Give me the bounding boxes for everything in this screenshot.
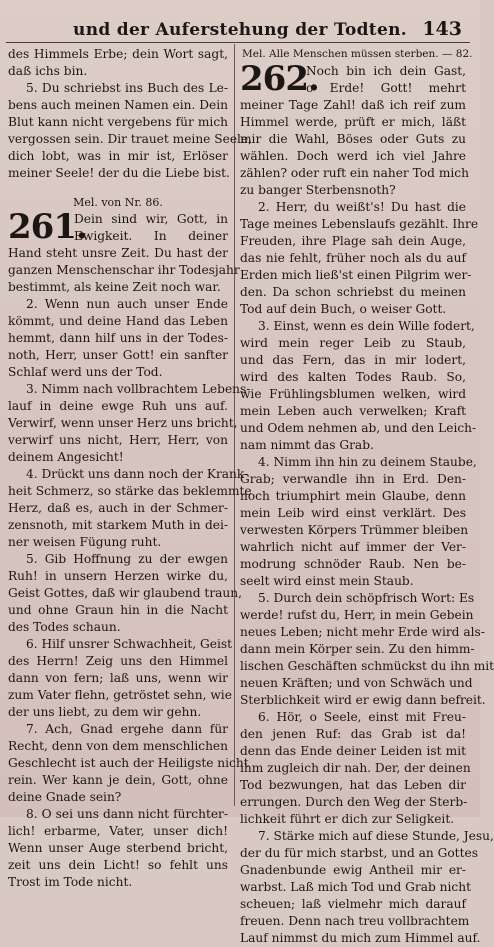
text-line: des Todes schaun. [8, 620, 121, 634]
text-line: verwesten Körpers Trümmer bleiben [240, 523, 469, 537]
text-line: Lauf nimmst du mich zum Himmel auf. [240, 931, 481, 945]
text-line: 4. Drückt uns dann noch der Krank- [26, 467, 249, 481]
text-line: noch triumphirt mein Glaube, denn [240, 489, 466, 503]
text-line: des Herrn! Zeig uns den Himmel [8, 654, 228, 668]
continued-verse [8, 46, 228, 80]
hymn-262-verse-5 [240, 590, 494, 709]
verse-5-hymn-260 [8, 80, 253, 182]
text-line: mein Leib wird einst verklärt. Des [240, 506, 466, 520]
text-line: errungen. Durch den Weg der Sterb- [240, 795, 468, 809]
text-line: dann mein Körper sein. Zu den himm- [240, 642, 475, 656]
text-line: Tod bezwungen, hat das Leben dir [240, 778, 466, 792]
text-line: 6. Hilf unsrer Schwachheit, Geist [26, 637, 233, 651]
text-line: ganzen Menschenschar ihr Todesjahr [8, 263, 240, 277]
text-line: wie Frühlingsblumen welken, wird [240, 387, 466, 401]
hymn-261-heading [8, 207, 228, 247]
text-line: Erden mich ließ'st einen Pilgrim wer- [240, 268, 472, 282]
text-line: noth, Herr, unser Gott! ein sanfter [8, 348, 228, 362]
text-line: Gnadenbunde ewig Antheil mir er- [240, 863, 466, 877]
running-header [0, 14, 480, 42]
right-column [240, 46, 494, 947]
hymn-261-verse-6 [8, 636, 233, 721]
text-line: mein Leben auch verwelken; Kraft [240, 404, 466, 418]
hymn-262-verse-3 [240, 318, 477, 454]
hymn-262-verse-2 [240, 199, 479, 318]
text-line: Wenn unser Auge sterbend bricht, [8, 841, 228, 855]
text-line: Geschlecht ist auch der Heiligste nicht [8, 756, 249, 770]
text-line: zum Vater flehn, getröstet sehn, wie [8, 688, 232, 702]
hymn-261-verse-2 [8, 296, 228, 381]
text-line: verwirf uns nicht, Herr, Herr, von [8, 433, 228, 447]
melody-note-262: Mel. Alle Menschen müssen sterben. — 82. [242, 48, 473, 60]
text-line: meiner Seele! der du die Liebe bist. [8, 166, 230, 180]
text-line: seelt wird einst mein Staub. [240, 574, 414, 588]
text-line: meiner Tage Zahl! daß ich reif zum [240, 98, 466, 112]
text-line: wird des kalten Todes Raub. So, [240, 370, 466, 384]
text-line: den jenen Ruf: das Grab ist da! [240, 727, 466, 741]
text-line: wählen. Doch werd ich viel Jahre [240, 149, 466, 163]
hymn-262-verse-4 [240, 454, 477, 590]
text-line: lichkeit führt er dich zur Seligkeit. [240, 812, 455, 826]
text-line: Geist Gottes, daß wir glaubend traun, [8, 586, 242, 600]
text-line: zählen? oder ruft ein naher Tod mich [240, 166, 469, 180]
text-line: Schlaf werd uns der Tod. [8, 365, 163, 379]
hymn-262-heading [240, 59, 466, 99]
text-line: 2. Wenn nun auch unser Ende [26, 297, 228, 311]
text-line: den. Da schon schriebst du meinen [240, 285, 466, 299]
hymn-262-second-line: o Erde! Gott! mehrt [306, 81, 466, 95]
hymn-261-second-line: Ewigkeit. In deiner [74, 229, 228, 243]
text-line: das nie fehlt, früher noch als du auf [240, 251, 466, 265]
text-line: zensnoth, mit starkem Muth in dei- [8, 518, 228, 532]
text-line: dann von fern; laß uns, wenn wir [8, 671, 228, 685]
text-line: ihm zugleich dir nah. Der, der deinen [240, 761, 471, 775]
page-number: 143 [422, 18, 462, 40]
text-line: zu banger Sterbensnoth? [240, 183, 396, 197]
text-line: 8. O sei uns dann nicht fürchter- [26, 807, 228, 821]
left-column [8, 46, 253, 891]
hymn-261-verse-1 [8, 245, 240, 296]
text-line: modrung schnöder Raub. Nen be- [240, 557, 466, 571]
hymn-262-first-line: Noch bin ich dein Gast, [306, 64, 466, 78]
text-line: mir die Wahl, Böses oder Guts zu [240, 132, 466, 146]
text-line: der uns liebt, zu dem wir gehn. [8, 705, 202, 719]
text-line: 7. Ach, Gnad ergehe dann für [26, 722, 228, 736]
text-line: 3. Nimm nach vollbrachtem Lebens- [26, 382, 251, 396]
text-line: werde! rufst du, Herr, in mein Gebein [240, 608, 474, 622]
hymn-261-verse-3 [8, 381, 251, 466]
text-line: 2. Herr, du weißt's! Du hast die [258, 200, 466, 214]
hymn-261-verse-5 [8, 551, 242, 636]
text-line: 3. Einst, wenn es dein Wille fodert, [258, 319, 475, 333]
text-line: scheuen; laß vielmehr mich darauf [240, 897, 466, 911]
text-line: zeit uns dein Licht! so fehlt uns [8, 858, 228, 872]
text-line: Grab; verwandle ihn in Erd. Den- [240, 472, 466, 486]
text-line: bens auch meinen Namen ein. Dein [8, 98, 228, 112]
hymn-262-verse-1 [240, 97, 469, 199]
text-line: 5. Du schriebst ins Buch des Le- [26, 81, 228, 95]
header-rule [6, 42, 470, 43]
text-line: freuen. Denn nach treu vollbrachtem [240, 914, 470, 928]
text-line: Blut kann nicht vergebens für mich [8, 115, 228, 129]
text-line: Himmel werde, prüft er mich, läßt [240, 115, 466, 129]
text-line: der du für mich starbst, und an Gottes [240, 846, 478, 860]
text-line: daß ichs bin. [8, 64, 88, 78]
text-line: Freuden, ihre Plage sah dein Auge, [240, 234, 466, 248]
text-line: nam nimmt das Grab. [240, 438, 374, 452]
text-line: 5. Gib Hoffnung zu der ewgen [26, 552, 228, 566]
text-line: deinem Angesicht! [8, 450, 124, 464]
hymn-261-verse-4 [8, 466, 252, 551]
text-line: und das Fern, das in mir lodert, [240, 353, 466, 367]
text-line: wird mein reger Leib zu Staub, [240, 336, 466, 350]
text-line: kömmt, und deine Hand das Leben [8, 314, 228, 328]
text-line: lauf in deine ewge Ruh uns auf. [8, 399, 228, 413]
text-line: heit Schmerz, so stärke das beklemmte [8, 484, 252, 498]
text-line: Trost im Tode nicht. [8, 875, 133, 889]
text-line: neues Leben; nicht mehr Erde wird als- [240, 625, 485, 639]
hymn-261-verse-7 [8, 721, 249, 806]
hymn-261-first-line: Dein sind wir, Gott, in [74, 212, 228, 226]
text-line: Tod auf dein Buch, o weiser Gott. [240, 302, 447, 316]
text-line: lischen Geschäften schmückst du ihn mit [240, 659, 494, 673]
text-line: Hand steht unsre Zeit. Du hast der [8, 246, 228, 260]
hymn-number-261: 261. [8, 207, 87, 247]
text-line: ner weisen Fügung ruht. [8, 535, 162, 549]
text-line: hemmt, dann hilf uns in der Todes- [8, 331, 228, 345]
text-line: lich! erbarme, Vater, unser dich! [8, 824, 228, 838]
text-line: und Odem nehmen ab, und den Leich- [240, 421, 477, 435]
text-line: denn das Ende deiner Leiden ist mit [240, 744, 466, 758]
text-line: deine Gnade sein? [8, 790, 122, 804]
running-title: und der Auferstehung der Todten. [73, 20, 407, 40]
text-line: wahrlich nicht auf immer der Ver- [240, 540, 466, 554]
text-line: Recht, denn von dem menschlichen [8, 739, 228, 753]
text-line: rein. Wer kann je dein, Gott, ohne [8, 773, 228, 787]
text-line: neuen Kräften; und von Schwäch und [240, 676, 473, 690]
text-line: Herz, daß es, auch in der Schmer- [8, 501, 228, 515]
text-line: bestimmt, als keine Zeit noch war. [8, 280, 221, 294]
text-line: 4. Nimm ihn hin zu deinem Staube, [258, 455, 477, 469]
hymn-262-verse-6 [240, 709, 471, 828]
text-line: Tage meines Lebenslaufs gezählt. Ihre [240, 217, 479, 231]
text-line: 5. Durch dein schöpfrisch Wort: Es [258, 591, 475, 605]
text-line: des Himmels Erbe; dein Wort sagt, [8, 47, 228, 61]
text-line: vergossen sein. Dir trauet meine Seele, [8, 132, 253, 146]
text-line: Verwirf, wenn unser Herz uns bricht, [8, 416, 238, 430]
hymn-262-verse-7 [240, 828, 494, 947]
text-line: 7. Stärke mich auf diese Stunde, Jesu, [258, 829, 494, 843]
text-line: 6. Hör, o Seele, einst mit Freu- [258, 710, 466, 724]
text-line: dich lobt, was in mir ist, Erlöser [8, 149, 228, 163]
text-line: Sterblichkeit wird er ewig dann befreit. [240, 693, 486, 707]
text-line: und ohne Graun hin in die Nacht [8, 603, 228, 617]
hymn-number-262: 262. [240, 59, 319, 99]
text-line: Ruh! in unsern Herzen wirke du, [8, 569, 228, 583]
text-line: warbst. Laß mich Tod und Grab nicht [240, 880, 471, 894]
hymn-261-verse-8 [8, 806, 228, 891]
melody-note-261: Mel. von Nr. 86. [73, 196, 163, 209]
